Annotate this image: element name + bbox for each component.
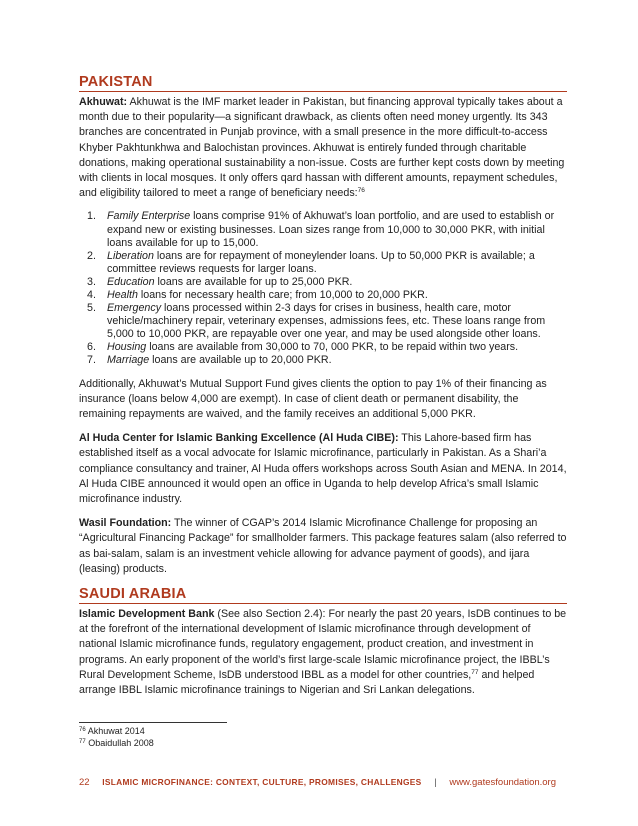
list-item bbox=[79, 302, 567, 341]
alhuda-text: This Lahore-based firm has established itself as a vocal advocate for Islamic microfinance, particularly in Pakistan. As a Shari’a compliance consultancy and trainer, Al Huda offers workshops across South Asian and MENA. In 2014, Al Huda CIBE announced it would open an office in Uganda to help develop Africa’s small Islamic microfinance industry. bbox=[79, 432, 567, 505]
list-number: 1. bbox=[87, 210, 96, 223]
loan-description: loans comprise 91% of Akhuwat’s loan portfolio, and are used to establish or expand new or existing businesses. Loan sizes range from 10,000 to 30,000 PKR, with initial loans available for up to 15,000. bbox=[107, 210, 555, 249]
alhuda-lead: Al Huda Center for Islamic Banking Excellence (Al Huda CIBE): bbox=[79, 432, 399, 445]
akhuwat-text: Akhuwat is the IMF market leader in Pakistan, but financing approval typically takes about a month due to their popularity—a significant drawback, as clients often need money urgently. Its 343 branches are concentrated in Punjab province, with a small presence in the more difficult-to-access Khyber Pakhtunkhwa and Balochistan provinces. Akhuwat is entirely funded through charitable donations, making operational sustainability a non-issue. Costs are further kept costs down by meeting with clients in local mosques. It only offers qard hassan with different amounts, repayment schedules, and eligibility tailored to meet a range of beneficiary needs: bbox=[79, 96, 565, 200]
footnote-ref-77: 77 bbox=[471, 668, 479, 676]
footnotes bbox=[79, 722, 567, 749]
list-number: 5. bbox=[87, 302, 96, 315]
list-number: 2. bbox=[87, 249, 96, 262]
footnote-ref-76: 76 bbox=[357, 187, 365, 195]
section-heading-pakistan: PAKISTAN bbox=[79, 74, 567, 92]
loan-term: Marriage bbox=[107, 354, 150, 367]
list-item bbox=[79, 210, 567, 249]
footer-separator: | bbox=[434, 777, 437, 788]
isdb-paragraph bbox=[79, 607, 567, 698]
loan-term: Emergency bbox=[107, 302, 162, 315]
footnote-text: Obaidullah 2008 bbox=[85, 737, 154, 748]
section-heading-saudi-arabia: SAUDI ARABIA bbox=[79, 586, 567, 604]
list-item bbox=[79, 250, 567, 276]
wasil-paragraph bbox=[79, 516, 567, 577]
footnote-76 bbox=[79, 726, 567, 738]
loan-term: Housing bbox=[107, 341, 147, 354]
loan-description: loans are available for up to 25,000 PKR. bbox=[154, 275, 353, 288]
loan-term: Education bbox=[107, 275, 155, 288]
isdb-lead: Islamic Development Bank bbox=[79, 607, 215, 620]
loan-description: loans are for repayment of moneylender loans. Up to 50,000 PKR is available; a committee reviews requests for larger loans. bbox=[107, 249, 535, 275]
list-number: 7. bbox=[87, 354, 96, 367]
footer-url[interactable]: www.gatesfoundation.org bbox=[449, 777, 557, 788]
list-item bbox=[79, 354, 567, 367]
page-number: 22 bbox=[79, 777, 90, 788]
wasil-lead: Wasil Foundation: bbox=[79, 517, 172, 530]
footnote-number: 77 bbox=[79, 738, 86, 745]
isdb-text-a: (See also Section 2.4): For nearly the past 20 years, IsDB continues to be at the forefront of the international development of Islamic microfinance through development of national Islamic microfinance funds, regulatory engagement, product creation, and investment in programs. An early proponent of the world’s first large-scale Islamic microfinance project, the IBBL’s Rural Development Scheme, IsDB understood IBBL as a model for other countries, bbox=[79, 607, 567, 681]
akhuwat-paragraph bbox=[79, 95, 567, 201]
footnote-divider bbox=[79, 722, 227, 723]
loan-term: Liberation bbox=[107, 249, 154, 262]
list-number: 6. bbox=[87, 341, 96, 354]
list-item bbox=[79, 289, 567, 302]
list-item bbox=[79, 276, 567, 289]
alhuda-paragraph bbox=[79, 431, 567, 507]
list-number: 3. bbox=[87, 275, 96, 288]
loan-description: loans are available up to 20,000 PKR. bbox=[149, 354, 332, 367]
mutual-support-paragraph: Additionally, Akhuwat’s Mutual Support Fund gives clients the option to pay 1% of their financing as insurance (loans below 4,000 are exempt). In case of client death or permanent disability, the remaining repayments are waived, and the family receives an additional 5,000 PKR. bbox=[79, 377, 547, 420]
loan-term: Health bbox=[107, 288, 138, 301]
page-body bbox=[79, 74, 567, 707]
footnote-text: Akhuwat 2014 bbox=[85, 726, 145, 736]
loan-types-list bbox=[79, 210, 567, 367]
isdb-text-b: and helped arrange IBBL Islamic microfinance trainings to Nigerian and Sri Lankan delegations. bbox=[79, 668, 535, 696]
footnote-77 bbox=[79, 738, 567, 750]
loan-description: loans are available from 30,000 to 70, 000 PKR, to be repaid within two years. bbox=[146, 341, 519, 354]
list-item bbox=[79, 341, 567, 354]
list-number: 4. bbox=[87, 288, 96, 301]
page-footer bbox=[79, 777, 559, 788]
wasil-text: The winner of CGAP’s 2014 Islamic Microfinance Challenge for proposing an “Agricultural Financing Package” for smallholder farmers. This package features salam (also referred to as bai-salam, salam is an investment vehicle allowing for advance payment of goods), and ijara (leasing) products. bbox=[79, 517, 567, 575]
akhuwat-lead: Akhuwat: bbox=[79, 96, 128, 108]
footnote-number: 76 bbox=[79, 727, 86, 733]
footer-title: ISLAMIC MICROFINANCE: CONTEXT, CULTURE, PROMISES, CHALLENGES bbox=[102, 777, 422, 787]
loan-term: Family Enterprise bbox=[107, 210, 191, 223]
loan-description: loans for necessary health care; from 10,000 to 20,000 PKR. bbox=[137, 288, 428, 301]
loan-description: loans processed within 2-3 days for crises in business, health care, motor vehicle/machinery repair, veterinary expenses, admissions fees, etc. These loans range from 5,000 to 10,000 PKR, are repayable over one year, and may be used alongside other loans. bbox=[107, 302, 546, 341]
